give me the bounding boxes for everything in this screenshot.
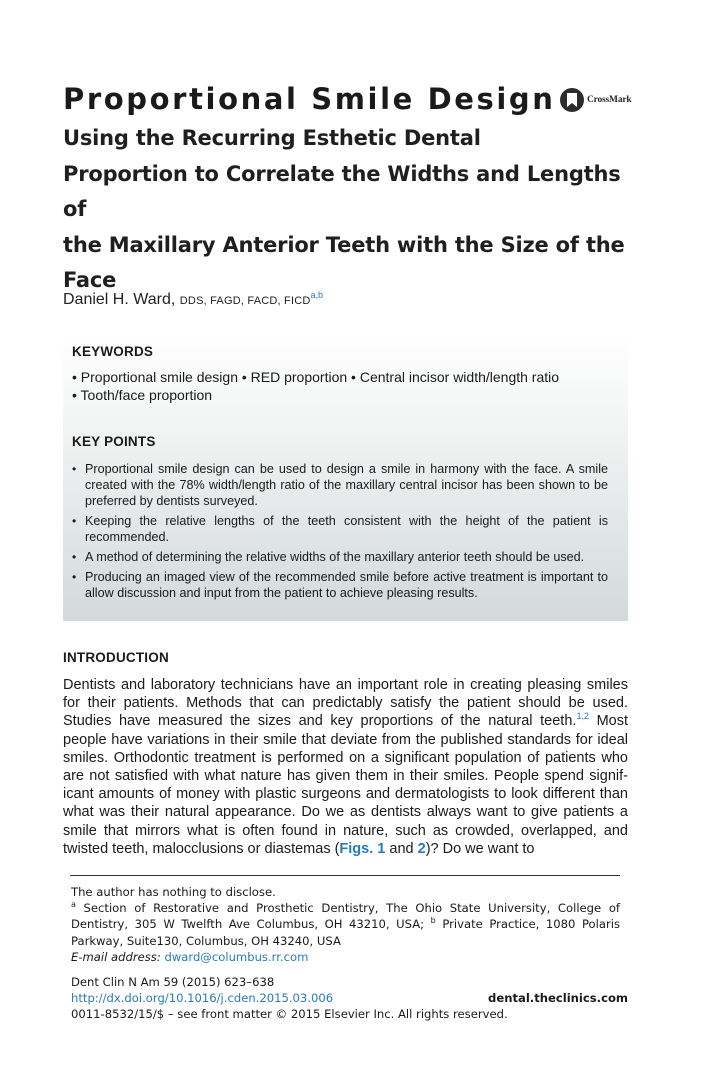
subtitle-line: Face — [63, 268, 117, 292]
email-label: E-mail address: — [71, 949, 161, 964]
key-point-item: • A method of determining the relative widths of the maxillary anterior teeth should be used. — [72, 549, 608, 565]
journal-line: Dent Clin N Am 59 (2015) 623–638 — [71, 975, 275, 989]
intro-text: and — [385, 840, 418, 857]
author-degrees: DDS, FAGD, FACD, FICD — [179, 295, 311, 307]
subtitle-line: the Maxillary Anterior Teeth with the Size of the — [63, 232, 625, 257]
copyright-line: 0011-8532/15/$ – see front matter © 2015 Elsevier Inc. All rights reserved. — [71, 1007, 508, 1022]
journal-site[interactable]: dental.theclinics.com — [488, 991, 628, 1006]
disclosure: The author has nothing to disclose. — [71, 885, 276, 899]
key-point-item: • Proportional smile design can be used to design a smile in harmony with the face. A smile created with the 78% width/length ratio of the maxillary central incisor has been shown to be preferred by dentists surveyed. — [72, 461, 608, 509]
crossmark-badge[interactable] — [560, 88, 631, 112]
affiliations — [71, 900, 620, 949]
key-points-heading: KEY POINTS — [72, 434, 156, 449]
intro-text: Most people have variations in their smile that deviate from the published standards for ideal smiles. Orthodontic treatment is performed on a significant population of patients who are not satisfied with what nature has given them in their smiles. People spend significant amounts of money with plastic surgeons and dermatologists to look different than what was their natural appearance. Do we as dentists always want to give patients a smile that mirrors what is often found in nature, such as crowded, overlapped, and twisted teeth, malocclusions or diastemas ( — [63, 713, 628, 857]
author-line — [63, 290, 323, 309]
affiliation-b: Private Practice, 1080 Polaris Parkway, Suite130, Columbus, OH 43240, USA — [71, 917, 620, 948]
intro-text: )? Do we want to — [425, 840, 535, 857]
reference-link[interactable]: 1,2 — [576, 711, 589, 722]
crossmark-label: CrossMark — [587, 95, 632, 105]
affiliation-mark-b: b — [430, 916, 436, 926]
intro-text: Dentists and laboratory technicians have an important role in creating pleasing smiles for their patients. Methods that can predictably satisfy the patient should be used. Studies have measured the sizes and key proportions of the natural teeth. — [63, 677, 628, 730]
doi-row — [71, 990, 628, 1006]
subtitle-line: Using the Recurring Esthetic Dental — [63, 126, 481, 150]
abstract-box — [63, 333, 628, 621]
keywords-heading: KEYWORDS — [72, 344, 154, 359]
affiliation-marks[interactable]: a,b — [310, 290, 324, 300]
citation-block — [71, 974, 628, 1023]
keywords-line: • Proportional smile design • RED proportion • Central incisor width/length ratio — [72, 369, 560, 385]
author-name: Daniel H. Ward, — [63, 291, 176, 308]
introduction-paragraph — [63, 676, 628, 858]
key-point-item: • Keeping the relative lengths of the teeth consistent with the height of the patient is recommended. — [72, 513, 608, 545]
footnotes — [71, 884, 620, 965]
article-subtitle — [63, 121, 633, 299]
introduction-heading: INTRODUCTION — [63, 650, 169, 665]
doi-link[interactable]: http://dx.doi.org/10.1016/j.cden.2015.03.006 — [71, 991, 334, 1006]
figure-2-link[interactable]: 2 — [417, 840, 426, 857]
figure-1-link[interactable]: Figs. 1 — [339, 840, 386, 857]
footnote-divider — [70, 875, 620, 876]
keywords-line: • Tooth/face proportion — [72, 387, 213, 403]
subtitle-line: Proportion to Correlate the Widths and Lengths of — [63, 161, 621, 221]
email-link[interactable]: dward@columbus.rr.com — [164, 949, 309, 964]
article-title: Proportional Smile Design — [63, 82, 556, 116]
email-line — [71, 949, 620, 965]
key-points-list — [72, 461, 608, 605]
affiliation-mark-a: a — [71, 900, 76, 910]
crossmark-bookmark-icon — [560, 88, 584, 112]
key-point-item: • Producing an imaged view of the recommended smile before active treatment is important to allow discussion and input from the patient to achieve pleasing results. — [72, 569, 608, 601]
affiliation-a: Section of Restorative and Prosthetic Dentistry, The Ohio State University, College of Dentistry, 305 W Twelfth Ave Columbus, OH 43210, USA; — [71, 901, 620, 932]
